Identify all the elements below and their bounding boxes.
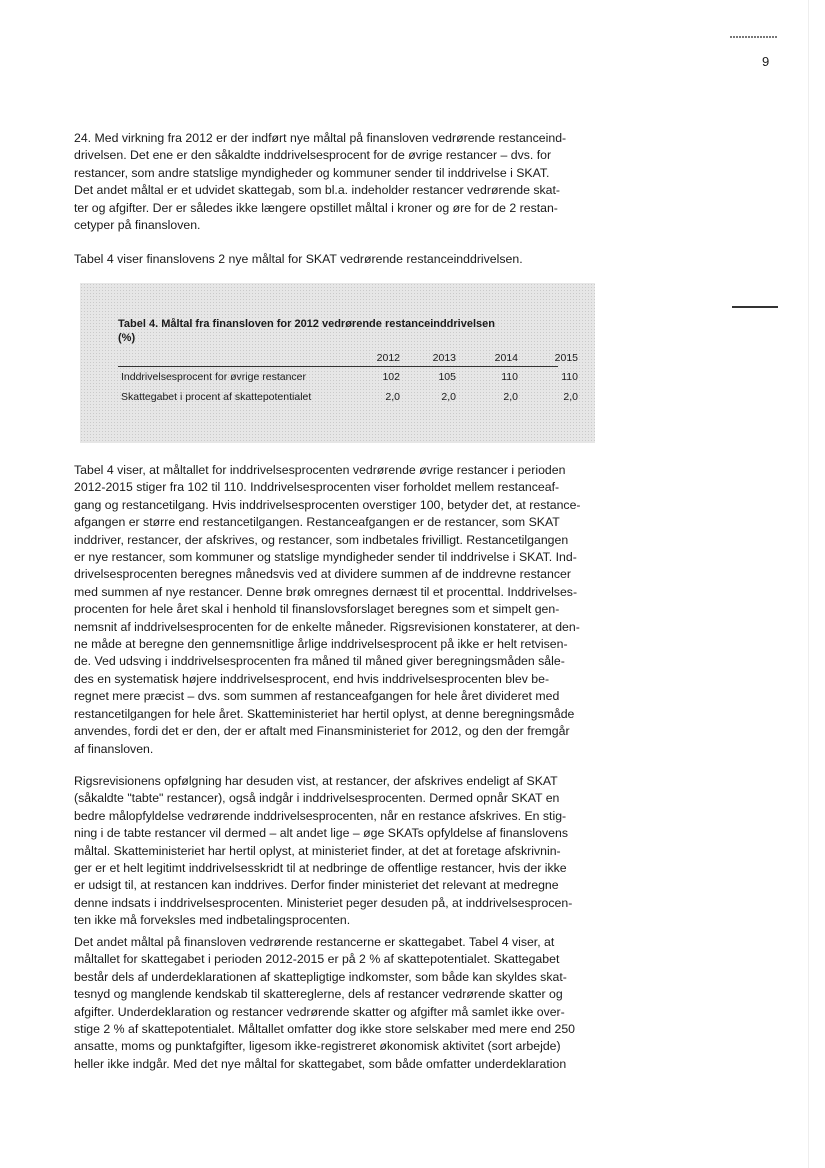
page-number: 9: [762, 54, 770, 69]
paragraph-table-intro: [74, 251, 596, 268]
paragraph-text: Tabel 4 viser, at måltallet for inddrivelsesprocenten vedrørende øvrige restancer i perioden 2012-2015 stiger fra 102 til 110. Inddrivelsesprocenten viser forholdet mellem restanceaf- gang og restancetilgang. Hvis inddrivelsesprocenten overstiger 100, betyder det, at restance- afgangen er større end restancetilgangen. Restanceafgangen er de restancer, som SKAT inddriver, restancer, der afskrives, og restancer, som indbetales frivilligt. Restancetilgangen er nye restancer, som kommuner og statslige myndigheder sender til inddrivelse i SKAT. Ind- drivelsesprocenten beregnes månedsvis ved at dividere summen af de inddrevne restancer med summen af nye restancer. Denne brøk omregnes dernæst til et procenttal. Inddrivelses- procenten for hele året skal i henhold til finanslovsforslaget beregnes som et simpelt gen- nemsnit af inddrivelsesprocenten for de enkelte måneder. Rigsrevisionen konstaterer, at den- ne måde at beregne den gennemsnitlige årlige inddrivelsesprocent på ikke er helt retvisen- de. Ved udsving i inddrivelsesprocenten fra måned til måned giver beregningsmåden såle- des en systematisk højere inddrivelsesprocent, end hvis inddrivelsesprocenten blev be- regnet mere præcist – dvs. som summen af restanceafgangen for hele året divideret med restancetilgangen for hele året. Skatteministeriet har hertil oplyst, at denne beregningsmåde anvendes, fordi det er den, der er aftalt med Finansministeriet for 2012, og den der fremgår af finansloven.: [74, 463, 581, 756]
page-edge: [808, 0, 809, 1168]
year-header: 2013: [432, 352, 456, 364]
table-cell: 110: [501, 371, 518, 383]
year-header: 2015: [554, 352, 578, 364]
paragraph-rigsrevisionen: [74, 773, 596, 930]
table-cell: 2,0: [563, 391, 578, 403]
table-row: [118, 371, 578, 387]
corner-mark: [730, 36, 778, 38]
table-cell: 105: [438, 371, 456, 383]
table-cell: 2,0: [385, 391, 400, 403]
row-label: Inddrivelsesprocent for øvrige restancer: [121, 371, 306, 383]
paragraph-text: 24. Med virkning fra 2012 er der indført nye måltal på finansloven vedrørende restanceind- drivelsen. Det ene er den såkaldte inddrivelsesprocent for de øvrige restancer – dvs. for restancer, som andre statslige myndigheder og kommuner sender til inddrivelse i SKAT. Det andet måltal er et udvidet skattegab, som bl.a. indeholder restancer vedrørende skat- ter og afgifter. Der er således ikke længere opstillet måltal i kroner og øre for de 2 restan- cetyper på finansloven.: [74, 131, 567, 233]
year-header: 2012: [376, 352, 400, 364]
paragraph-text: Tabel 4 viser finanslovens 2 nye måltal for SKAT vedrørende restanceinddrivelsen.: [74, 252, 523, 266]
paragraph-inddrivelsesprocent: [74, 462, 596, 758]
margin-mark: [732, 306, 778, 308]
table-cell: 2,0: [503, 391, 518, 403]
table-cell: 2,0: [441, 391, 456, 403]
table-row: [118, 391, 578, 407]
paragraph-skattegab: [74, 934, 596, 1073]
row-label: Skattegabet i procent af skattepotentialet: [121, 391, 312, 403]
table-title: Tabel 4. Måltal fra finansloven for 2012 vedrørende restanceinddrivelsen (%): [118, 318, 495, 344]
table-cell: 102: [382, 371, 400, 383]
table-4: [80, 283, 595, 443]
paragraph-text: Rigsrevisionens opfølgning har desuden vist, at restancer, der afskrives endeligt af SKAT (såkaldte "tabte" restancer), også indgår i inddrivelsesprocenten. Dermed opnår SKAT en bedre målopfyldelse vedrørende inddrivelsesprocenten, når en restance afskrives. En stig- ning i de tabte restancer vil dermed – alt andet lige – øge SKATs opfyldelse af finanslovens måltal. Skatteministeriet har hertil oplyst, at ministeriet finder, at det at foretage afskrivnin- ger er et helt legitimt inddrivelsesskridt til at nedbringe de offentlige restancer, hvis der ikke er udsigt til, at restancen kan inddrives. Derfor finder ministeriet det relevant at medregne denne indsats i inddrivelsesprocenten. Ministeriet peger desuden på, at inddrivelsesprocen- ten ikke må forveksles med indbetalingsprocenten.: [74, 774, 573, 928]
year-header: 2014: [494, 352, 518, 364]
table-cell: 110: [561, 371, 578, 383]
paragraph-24: [74, 130, 596, 234]
paragraph-text: Det andet måltal på finansloven vedrørende restancerne er skattegabet. Tabel 4 viser, at måltallet for skattegabet i perioden 2012-2015 er på 2 % af skattepotentialet. Skattegabet består dels af underdeklarationen af skattepligtige indkomster, som både kan skyldes skat- tesnyd og manglende kendskab til skattereglerne, dels af restancer vedrørende skatter og afgifter. Underdeklaration og restancer vedrørende skatter og afgifter må samlet ikke over- stige 2 % af skattepotentialet. Måltallet omfatter dog ikke store selskaber med mere end 250 ansatte, moms og punktafgifter, ligesom ikke-registreret økonomisk aktivitet (sort arbejde) heller ikke indgår. Med det nye måltal for skattegabet, som både omfatter underdeklaration: [74, 935, 576, 1071]
table-header: [118, 352, 578, 367]
